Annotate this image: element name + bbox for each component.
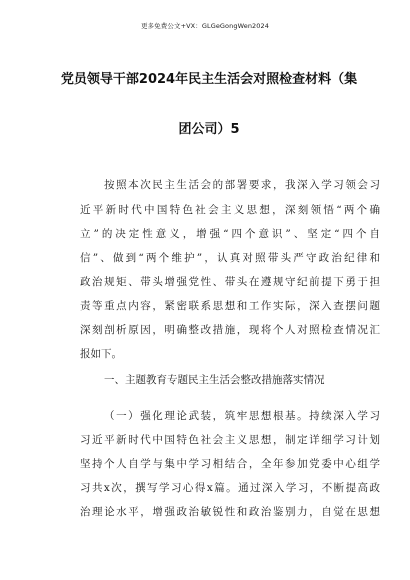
intro-line-6: 责等重点内容，紧密联系思想和工作实际，深入查摆问题 bbox=[80, 300, 380, 312]
intro-line-1: 按照本次民主生活会的部署要求，我深入学习领会习 bbox=[104, 179, 380, 191]
intro-line-7: 深刻剖析原因，明确整改措施，现将个人对照检查情况汇 bbox=[80, 324, 380, 336]
section-line-1: （一）强化理论武装，筑牢思想根基。持续深入学习 bbox=[104, 410, 380, 422]
intro-line-2: 近平新时代中国特色社会主义思想，深刻领悟“两个确 bbox=[80, 204, 380, 216]
section-heading: 一、主题教育专题民主生活会整改措施落实情况 bbox=[104, 374, 325, 386]
section-line-3: 坚持个人自学与集中学习相结合，全年参加党委中心组学 bbox=[80, 458, 380, 470]
intro-line-8: 报如下。 bbox=[80, 348, 122, 360]
section-line-4: 习共x次，撰写学习心得x篇。通过深入学习，不断提高政 bbox=[80, 482, 380, 494]
intro-line-5: 政治规矩、带头增强党性、带头在遵规守纪前提下勇于担 bbox=[80, 276, 380, 288]
document-title-line-2: 团公司）5 bbox=[178, 122, 240, 137]
section-line-2: 习近平新时代中国特色社会主义思想，制定详细学习计划 bbox=[80, 434, 380, 446]
intro-line-3: 立”的决定性意义，增强“四个意识”、坚定“四个自 bbox=[80, 228, 380, 240]
section-line-5: 治理论水平，增强政治敏锐性和政治鉴别力，自觉在思想 bbox=[80, 506, 380, 518]
intro-line-4: 信”、做到“两个维护”，认真对照带头严守政治纪律和 bbox=[80, 252, 380, 264]
header-note: 更多免费公文+VX：GLGeGongWen2024 bbox=[140, 22, 269, 30]
document-title-line-1: 党员领导干部2024年民主生活会对照检查材料（集 bbox=[60, 72, 358, 87]
